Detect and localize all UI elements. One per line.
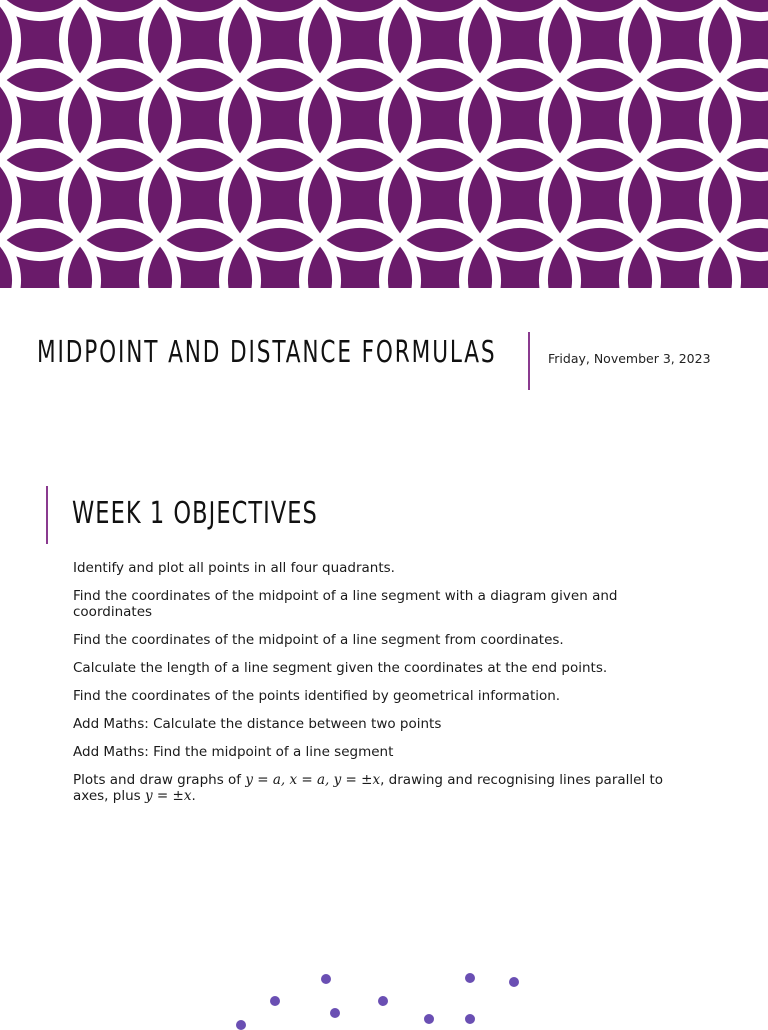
deck-date: Friday, November 3, 2023 <box>548 351 711 366</box>
title-divider <box>528 332 530 390</box>
decorative-dot <box>321 974 331 984</box>
math-expression: y = a, x = a, y = ±x <box>245 772 381 788</box>
decorative-dot <box>330 1008 340 1018</box>
circle-pattern <box>0 0 768 288</box>
objectives-list <box>73 560 673 816</box>
decorative-dot <box>424 1014 434 1024</box>
objective-item: Identify and plot all points in all four quadrants. <box>73 560 395 576</box>
objective-item: Find the coordinates of the midpoint of a line segment with a diagram given and coordinates <box>73 588 618 620</box>
decorative-dot <box>378 996 388 1006</box>
objective-item: Find the coordinates of the points identified by geometrical information. <box>73 688 561 704</box>
objectives-heading: WEEK 1 OBJECTIVES <box>72 496 318 531</box>
decorative-dot <box>270 996 280 1006</box>
decorative-dot <box>509 977 519 987</box>
objective-item: Find the coordinates of the midpoint of a line segment from coordinates. <box>73 632 564 648</box>
header-banner <box>0 0 768 288</box>
decorative-dots <box>0 960 768 1024</box>
objective-item: Add Maths: Find the midpoint of a line segment <box>73 744 394 760</box>
decorative-dot <box>465 1014 475 1024</box>
math-expression: y = ±x <box>144 788 192 804</box>
objective-text: Plots and draw graphs of <box>73 772 246 788</box>
decorative-dot <box>465 973 475 983</box>
objective-item-graphs <box>73 772 673 804</box>
objective-text: , drawing and recognising lines parallel to axes, plus <box>73 772 664 804</box>
objective-text: . <box>191 788 196 804</box>
objective-item: Add Maths: Calculate the distance between two points <box>73 716 442 732</box>
objective-item: Calculate the length of a line segment given the coordinates at the end points. <box>73 660 608 676</box>
deck-title: MIDPOINT AND DISTANCE FORMULAS <box>37 335 497 370</box>
heading-accent-bar <box>46 486 48 544</box>
decorative-dot <box>236 1020 246 1030</box>
